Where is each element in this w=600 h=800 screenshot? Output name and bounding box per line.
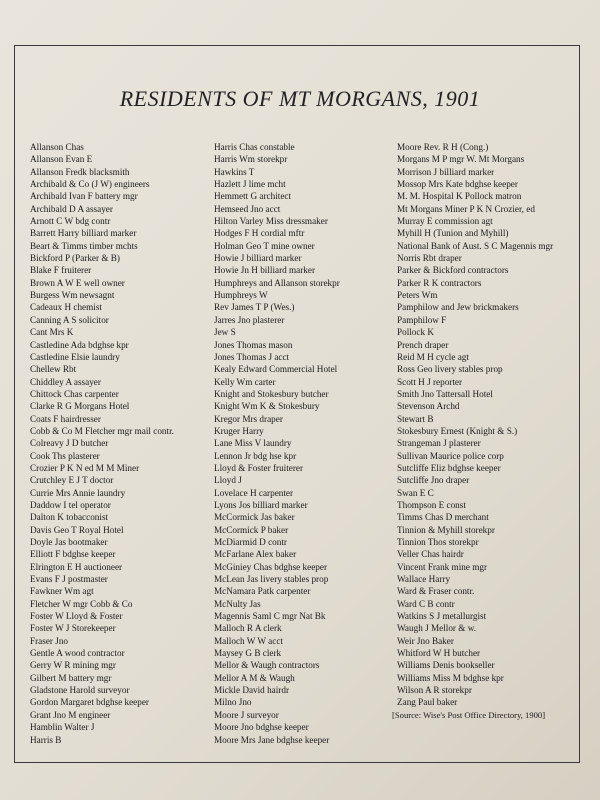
resident-entry: Malloch W W acct [214, 635, 283, 646]
resident-entry: Dalton K tobacconist [30, 512, 109, 523]
resident-entry: Rev James T P (Wes.) [214, 302, 295, 313]
resident-entry: Hawkins T [214, 166, 255, 177]
resident-entry: Lloyd & Foster fruiterer [214, 462, 304, 473]
resident-entry: Kregor Mrs draper [214, 413, 283, 424]
resident-entry: Parker & Bickford contractors [397, 265, 509, 276]
resident-entry: Timms Chas D merchant [397, 512, 489, 523]
resident-entry: Moore Rev. R H (Cong.) [397, 142, 489, 152]
resident-entry: Stevenson Archd [397, 401, 460, 412]
resident-entry: McDiarmid D contr [214, 537, 287, 547]
resident-entry: Cadeaux H chemist [30, 302, 102, 313]
resident-entry: Archibald & Co (J W) engineers [30, 179, 150, 190]
resident-entry: Hilton Varley Miss dressmaker [214, 216, 328, 227]
residents-column-1 [30, 141, 208, 746]
resident-entry: Howie J billiard marker [214, 253, 302, 264]
resident-entry: McGiniey Chas bdghse keeper [214, 561, 328, 572]
resident-entry: Tinnion & Myhill storekpr [397, 524, 495, 535]
resident-entry: Pollock K [397, 327, 435, 338]
resident-entry: Moore Jno bdghse keeper [214, 722, 309, 733]
resident-entry: Wilson A R storekpr [397, 685, 472, 696]
resident-entry: Lloyd J [214, 475, 242, 486]
resident-entry: Mickle David hairdr [214, 685, 290, 696]
resident-entry: Fletcher W mgr Cobb & Co [30, 598, 133, 609]
resident-entry: Swan E C [397, 487, 434, 498]
resident-entry: Cook Ths plasterer [30, 450, 100, 461]
resident-entry: Holman Geo T mine owner [214, 240, 315, 251]
resident-entry: Barrett Harry billiard marker [30, 228, 137, 239]
resident-entry: Fraser Jno [30, 635, 69, 646]
resident-entry: Clarke R G Morgans Hotel [30, 401, 130, 412]
resident-entry: Magennis Saml C mgr Nat Bk [214, 611, 326, 622]
resident-entry: Evans F J postmaster [30, 574, 108, 585]
resident-entry: Maysey G B clerk [214, 648, 282, 659]
resident-entry: McLean Jas livery stables prop [214, 574, 329, 585]
resident-entry: Humphreys and Allanson storekpr [214, 277, 340, 288]
resident-entry: Castledine Elsie laundry [30, 351, 120, 362]
resident-entry: Pamphilow and Jew brickmakers [397, 302, 519, 313]
resident-entry: Kruger Harry [214, 425, 264, 436]
resident-entry: Arnott C W bdg contr [30, 216, 111, 227]
resident-entry: Jew S [214, 327, 236, 338]
resident-entry: Coats F hairdresser [30, 413, 101, 424]
residents-column-2 [214, 141, 392, 746]
resident-entry: McFarlane Alex baker [214, 549, 297, 560]
source-citation: [Source: Wise's Post Office Directory, 1900] [392, 710, 546, 720]
resident-entry: Sutcliffe Jno draper [397, 475, 470, 486]
resident-entry: Wallace Harry [397, 574, 451, 585]
resident-entry: Harris Chas constable [214, 142, 295, 152]
resident-entry: Jones Thomas J acct [214, 351, 290, 362]
resident-entry: Hamblin Walter J [30, 722, 95, 733]
resident-entry: Williams Denis bookseller [397, 660, 495, 671]
resident-entry: Elrington E H auctioneer [30, 561, 123, 572]
resident-entry: McNulty Jas [214, 598, 261, 609]
resident-entry: Allanson Evan E [30, 154, 93, 165]
resident-entry: Allanson Fredk blacksmith [30, 166, 130, 177]
resident-entry: Crozier P K N ed M M Miner [30, 462, 140, 473]
resident-entry: Thompson E const [397, 499, 466, 510]
resident-entry: Morgans M P mgr W. Mt Morgans [397, 154, 525, 165]
resident-entry: McCormick Jas baker [214, 512, 295, 523]
resident-entry: Gilbert M battery mgr [30, 672, 112, 683]
resident-entry: Harris B [30, 734, 62, 745]
resident-entry: Reid M H cycle agt [397, 351, 469, 362]
resident-entry: Blake F fruiterer [30, 265, 92, 276]
resident-entry: Stewart B [397, 413, 434, 424]
resident-entry: Currie Mrs Annie laundry [30, 487, 126, 498]
resident-entry: Hodges F H cordial mftr [214, 228, 305, 239]
resident-entry: M. M. Hospital K Pollock matron [397, 191, 522, 202]
resident-entry: Bickford P (Parker & B) [30, 253, 120, 264]
resident-entry: Tinnion Thos storekpr [397, 537, 479, 547]
resident-entry: Gentle A wood contractor [30, 648, 125, 659]
resident-entry: McCormick P baker [214, 524, 289, 535]
resident-entry: Ross Geo livery stables prop [397, 364, 503, 375]
resident-entry: Allanson Chas [30, 142, 84, 152]
resident-entry: Vincent Frank mine mgr [397, 561, 488, 572]
page-title: RESIDENTS OF MT MORGANS, 1901 [119, 86, 481, 111]
resident-entry: Milno Jno [214, 697, 252, 708]
resident-entry: Chittock Chas carpenter [30, 388, 119, 399]
resident-entry: Foster W J Storekeeper [30, 623, 116, 634]
resident-entry: Gladstone Harold surveyor [30, 685, 130, 696]
resident-entry: Lovelace H carpenter [214, 487, 294, 498]
resident-entry: Hemseed Jno acct [214, 203, 281, 214]
resident-entry: Moore Mrs Jane bdghse keeper [214, 734, 330, 745]
resident-entry: Mt Morgans Miner P K N Crozier, ed [397, 203, 535, 214]
resident-entry: Mossop Mrs Kate bdghse keeper [397, 179, 518, 190]
resident-entry: Williams Miss M bdghse kpr [397, 672, 504, 683]
resident-entry: Sutcliffe Eliz bdghse keeper [397, 462, 501, 473]
resident-entry: Kealy Edward Commercial Hotel [214, 364, 338, 375]
resident-entry: Fawkner Wm agt [30, 586, 94, 597]
resident-entry: Myhill H (Tunion and Myhill) [397, 228, 509, 239]
resident-entry: Grant Jno M engineer [30, 709, 111, 720]
resident-entry: Crutchley E J T doctor [30, 475, 114, 486]
resident-entry: National Bank of Aust. S C Magennis mgr [397, 240, 554, 251]
resident-entry: Doyle Jas bootmaker [30, 537, 108, 547]
resident-entry: Colreavy J D butcher [30, 438, 109, 449]
resident-entry: Pamphilow F [397, 314, 447, 325]
resident-entry: Cant Mrs K [30, 327, 74, 338]
resident-entry: Chiddley A assayer [30, 376, 101, 387]
resident-entry: Lane Miss V laundry [214, 438, 292, 449]
resident-entry: Gordon Margaret bdghse keeper [30, 697, 149, 708]
resident-entry: Moore J surveyor [214, 709, 279, 720]
residents-column-3 [397, 141, 577, 709]
resident-entry: Stokesbury Ernest (Knight & S.) [397, 425, 518, 436]
resident-entry: Davis Geo T Royal Hotel [30, 524, 124, 535]
resident-entry: Burgess Wm newsagnt [30, 290, 115, 301]
resident-entry: Lyons Jos billiard marker [214, 499, 308, 510]
resident-entry: Sullivan Maurice police corp [397, 450, 504, 461]
resident-entry: Cobb & Co M Fletcher mgr mail contr. [30, 425, 174, 436]
resident-entry: Castledine Ada bdghse kpr [30, 339, 129, 350]
resident-entry: Weir Jno Baker [397, 635, 454, 646]
resident-entry: Jarres Jno plasterer [214, 314, 285, 325]
resident-entry: McNamara Patk carpenter [214, 586, 311, 597]
resident-entry: Chellew Rbt [30, 364, 77, 375]
resident-entry: Harris Wm storekpr [214, 154, 288, 165]
resident-entry: Lennon Jr bdg hse kpr [214, 450, 297, 461]
resident-entry: Archibald Ivan F battery mgr [30, 191, 138, 202]
resident-entry: Brown A W E well owner [30, 277, 125, 288]
resident-entry: Whitford W H butcher [397, 648, 481, 659]
resident-entry: Daddow I tel operator [30, 499, 111, 510]
resident-entry: Archibald D A assayer [30, 203, 113, 214]
resident-entry: Waugh J Mellor & w. [397, 623, 477, 634]
resident-entry: Elliott F bdghse keeper [30, 549, 116, 560]
resident-entry: Hemmett G architect [214, 191, 292, 202]
resident-entry: Scott H J reporter [397, 376, 463, 387]
resident-entry: Foster W Lloyd & Foster [30, 611, 123, 622]
resident-entry: Peters Wm [397, 290, 438, 301]
resident-entry: Kelly Wm carter [214, 376, 276, 387]
resident-entry: Canning A S solicitor [30, 314, 109, 325]
resident-entry: Gerry W R mining mgr [30, 660, 116, 671]
resident-entry: Jones Thomas mason [214, 339, 293, 350]
resident-entry: Knight Wm K & Stokesbury [214, 401, 320, 412]
resident-entry: Humphreys W [214, 290, 268, 301]
resident-entry: Parker R K contractors [397, 277, 482, 288]
resident-entry: Mellor & Waugh contractors [214, 660, 320, 671]
resident-entry: Prench draper [397, 339, 449, 350]
resident-entry: Veller Chas hairdr [397, 549, 464, 560]
resident-entry: Malloch R A clerk [214, 623, 282, 634]
resident-entry: Norris Rbt draper [397, 253, 462, 264]
resident-entry: Mellor A M & Waugh [214, 672, 295, 683]
resident-entry: Morrison J billiard marker [397, 166, 495, 177]
resident-entry: Smith Jno Tattersall Hotel [397, 388, 493, 399]
resident-entry: Zang Paul baker [397, 697, 458, 708]
resident-entry: Hazlett J lime mcht [214, 179, 286, 190]
resident-entry: Watkins S J metallurgist [397, 611, 487, 622]
resident-entry: Beart & Timms timber mchts [30, 240, 138, 251]
resident-entry: Murray E commission agt [397, 216, 493, 227]
resident-entry: Ward & Fraser contr. [397, 586, 475, 597]
resident-entry: Ward C B contr [397, 598, 455, 609]
resident-entry: Howie Jn H billiard marker [214, 265, 316, 276]
resident-entry: Strangeman J plasterer [397, 438, 481, 449]
resident-entry: Knight and Stokesbury butcher [214, 388, 329, 399]
